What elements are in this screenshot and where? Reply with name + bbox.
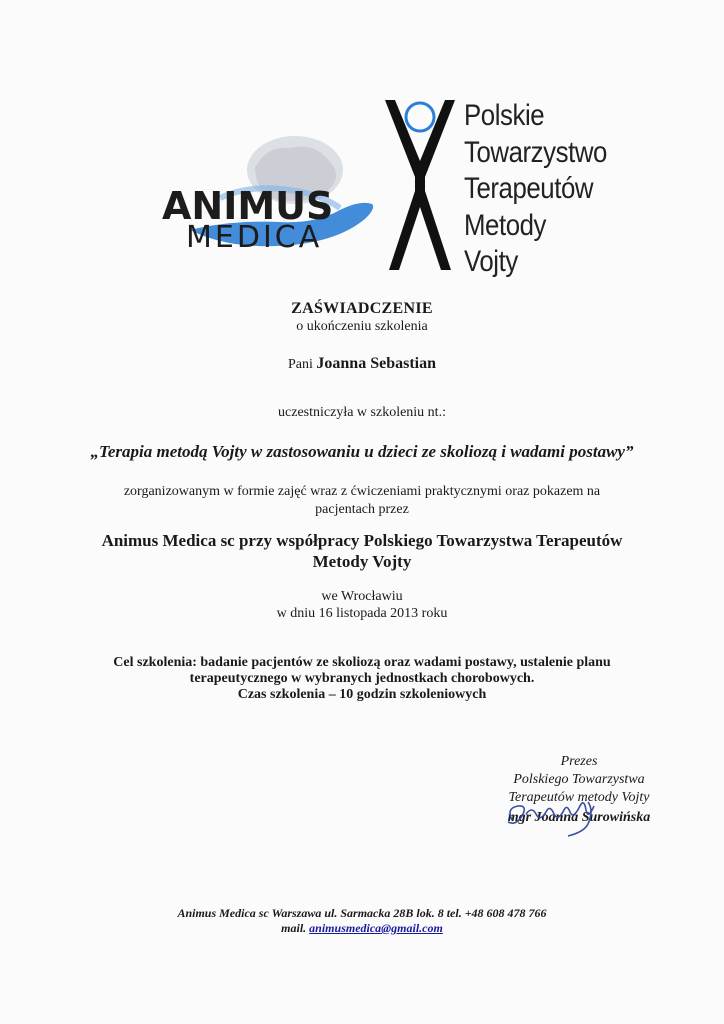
goal-text: Cel szkolenia: badanie pacjentów ze skoliozą oraz wadami postawy, ustalenie planu terapeutycznego w wybranych jednostkach chorobowych. [113, 655, 611, 686]
signature-org-line: Polskiego Towarzystwa [513, 772, 645, 787]
recipient-name: Joanna Sebastian [316, 355, 436, 372]
duration-text: Czas szkolenia – 10 godzin szkoleniowych [237, 687, 487, 702]
training-goal [100, 655, 624, 703]
signature-role: Prezes [560, 754, 598, 769]
footer-mail-line [0, 921, 724, 936]
medica-wordmark: MEDICA [186, 220, 323, 255]
participation-text: uczestniczyła w szkoleniu nt.: [278, 405, 446, 420]
signatory-name: mgr Joanna Surowińska [507, 810, 651, 825]
signature-org-line: Terapeutów metody Vojty [508, 790, 650, 805]
certificate-title: ZAŚWIADCZENIE [291, 300, 433, 317]
handwritten-signature [498, 790, 618, 840]
organizers: Animus Medica sc przy współpracy Polskiego Towarzystwa Terapeutów Metody Vojty [101, 531, 623, 571]
footer-contact [0, 906, 724, 936]
animus-wordmark: ANIMUS [162, 184, 334, 228]
society-name-line: Vojty [464, 245, 518, 278]
animus-medica-logo [150, 128, 385, 268]
mail-label: mail. [281, 921, 307, 935]
society-name-line: Towarzystwo [464, 135, 607, 169]
recipient [0, 355, 724, 373]
footer-address: Animus Medica sc Warszawa ul. Sarmacka 28B lok. 8 tel. +48 608 478 766 [177, 906, 547, 920]
society-name-line: Metody [464, 208, 547, 242]
society-name-line: Polskie [464, 99, 545, 132]
certificate-subtitle: o ukończeniu szkolenia [296, 319, 428, 334]
place-date [0, 588, 724, 622]
society-name [464, 98, 607, 281]
organization-text: zorganizowanym w formie zajęć wraz z ćwiczeniami praktycznymi oraz pokazem na pacjentach przez [123, 484, 601, 517]
course-title: „Terapia metodą Vojty w zastosowaniu u dzieci ze skoliozą i wadami postawy” [90, 442, 634, 461]
date: w dniu 16 listopada 2013 roku [276, 606, 448, 621]
place: we Wrocławiu [321, 589, 403, 604]
email-link[interactable]: animusmedica@gmail.com [309, 921, 443, 935]
recipient-prefix: Pani [288, 357, 313, 372]
vojta-figure-icon [381, 95, 459, 275]
society-name-line: Terapeutów [464, 172, 594, 205]
